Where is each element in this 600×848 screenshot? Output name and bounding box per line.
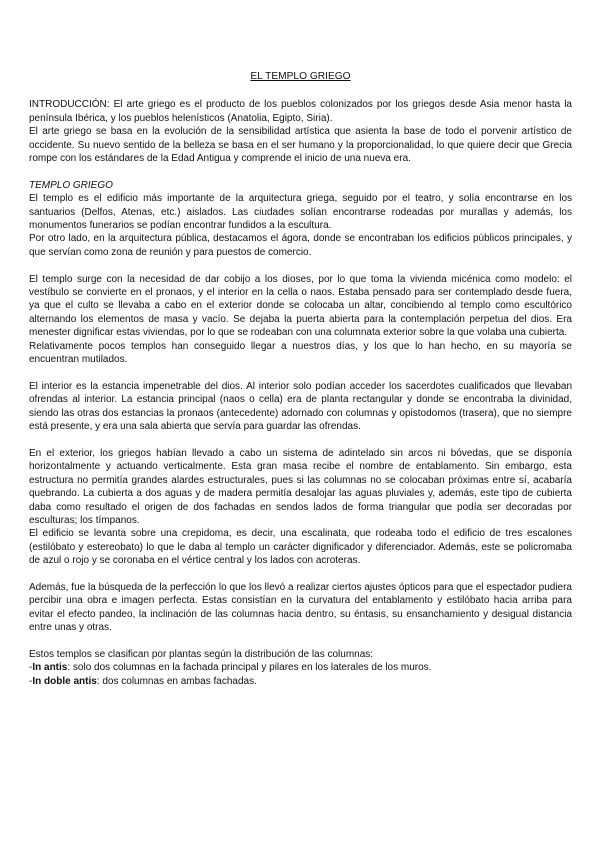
intro-paragraph-1: INTRODUCCIÓN: El arte griego es el producto de los pueblos colonizados por los griegos desde Asia menor hasta la península Ibérica, y los pueblos helenísticos (Anatolia, Egipto, Siria). [29,99,572,124]
spacer [29,434,572,447]
classification-item [29,675,572,688]
section-heading: TEMPLO GRIEGO [29,179,113,191]
classification-item [29,661,572,674]
spacer [29,165,572,178]
section1-paragraph-2: Por otro lado, en la arquitectura pública, destacamos el ágora, donde se encontraban los edificios públicos principales, y que servían como zona de reunión y para puestos de comercio. [29,233,572,258]
spacer [29,635,572,648]
section1-paragraph-1: El templo es el edificio más importante de la arquitectura griega, seguido por el teatro, y solía encontrarse en los santuarios (Delfos, Atenas, etc.) aislados. Las ciudades solían encontrarse rodeadas por murallas y además, los monumentos funerarios se podían encontrar fundidos a la escultura. [29,193,572,232]
spacer [29,259,572,272]
item-term: In antis [32,662,68,674]
item-prefix: - [29,675,33,687]
section4-paragraph-1: En el exterior, los griegos habían llevado a cabo un sistema de adintelado sin arcos ni bóvedas, que se disponía horizontalmente y actuando verticalmente. Esta gran masa recibe el nombre de entablamento. Sin embargo, esta estructura no permitía grandes alardes estructurales, pues si las columnas no se colocaban próximas entre sí, acabaría quebrando. La cubierta a dos aguas y de madera permitía desalojar las aguas pluviales y, además, este tipo de cubierta daba como resultado el origen de dos fachadas en sendos lados de forma triangular que podía ser decoradas por esculturas; los tímpanos. [29,447,572,526]
item-term: In doble antis [32,675,97,687]
classification-intro: Estos templos se clasifican por plantas según la distribución de las columnas: [29,648,374,660]
document-title: EL TEMPLO GRIEGO [250,71,351,82]
spacer [29,367,572,380]
section5-paragraph-1: Además, fue la búsqueda de la perfección lo que los llevó a realizar ciertos ajustes ópticos para que el espectador pudiera percibir una obra e imagen perfecta. Estas consistían en la curvatura del entablamento y estilóbato hacia arriba para evitar el efecto pandeo, la inclinación de las columnas hacia dentro, su éntasis, su ensanchamiento y desigual distancia entre unas y otras. [29,581,572,634]
item-text: : solo dos columnas en la fachada principal y pilares en los laterales de los muros. [67,662,432,674]
section3-paragraph-1: El interior es la estancia impenetrable del dios. Al interior solo podían acceder los sacerdotes cualificados que llevaban ofrendas al interior. La estancia principal (naos o cella) era de planta rectangular y donde se encontraba la divinidad, siendo las otras dos estancias la pronaos (antecedente) adornado con columnas y opistodomos (trasera), que no siempre está presente, y era una sala abierta que servía para guardar las ofrendas. [29,380,572,433]
spacer [29,568,572,581]
section2-paragraph-1: El templo surge con la necesidad de dar cobijo a los dioses, por lo que toma la vivienda micénica como modelo: el vestíbulo se convierte en el pronaos, y el interior en la cella o naos. Estaba pensado para ser contemplado desde fuera, ya que el culto se llevaba a cabo en el exterior donde se colocaba un altar, concibiendo al templo como escultórico alternando los elementos de masa y vacío. Se dejaba la puerta abierta para la contemplación perpetua del dios. Era menester dignificar estas viviendas, por lo que se rodeaban con una columnata exterior sobre la que volaba una cubierta. [29,273,572,339]
section4-paragraph-2: El edificio se levanta sobre una crepidoma, es decir, una escalinata, que rodeaba todo el edificio de tres escalones (estilóbato y estereobato) lo que le daba al templo un carácter dignificador y diferenciador. Además, este se policromaba de azul o rojo y se coronaba en el vértice central y los lados con acroteras. [29,528,572,567]
section2-paragraph-2: Relativamente pocos templos han conseguido llegar a nuestros días, y los que lo han hecho, en su mayoría se encuentran mutilados. [29,340,572,366]
item-text: : dos columnas en ambas fachadas. [96,675,257,687]
intro-paragraph-2: El arte griego se basa en la evolución de la sensibilidad artística que asienta la base de todo el porvenir artístico de occidente. Su nuevo sentido de la belleza se basa en el ser humano y la proporcionalidad, lo que quiere decir que Grecia rompe con los estándares de la Edad Antigua y comprende el inicio de una nueva era. [29,126,572,165]
item-prefix: - [29,662,33,674]
document-page [29,70,572,688]
